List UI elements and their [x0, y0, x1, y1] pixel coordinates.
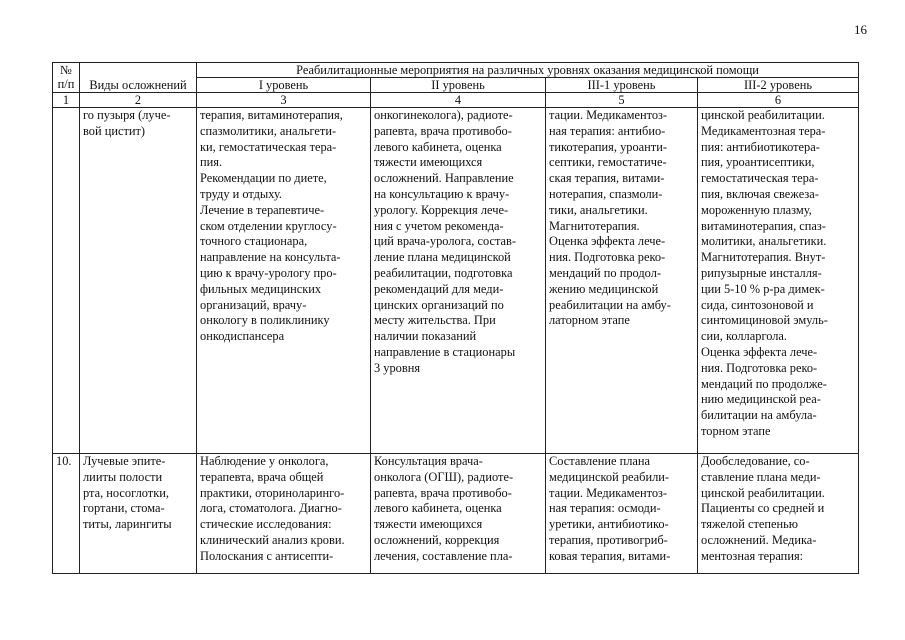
level-3-2-measures: Дообследование, со- ставление плана меди- цинской реабилитации. Пациенты со средней и тяжелой степенью осложнений. Медика- ментозная терапия: — [698, 454, 859, 574]
level-3-2-measures: цинской реабилитации. Медикаментозная тера- пия: антибиотикотера- пия, уроантисептики, гемостатическая тера- пия, включая свежеза- мороженную плазму, витаминотерапия, спаз- молитики, анальгетики. Магнитотерапия. Внут- рипузырные инсталля- ции 5-10 % р-ра димек- сида, синтозоновой и синтомициновой эмуль- сии, колларгола. Оценка эффекта лече- ния. Подготовка реко- мендаций по продолже- нию медицинской реа- билитации на амбула- торном этапе — [698, 108, 859, 454]
header-number — [53, 63, 80, 93]
complication-type: го пузыря (луче- вой цистит) — [80, 108, 197, 454]
column-number: 2 — [80, 93, 197, 108]
header-level-1: I уровень — [197, 78, 371, 93]
header-level-3-1: III-1 уровень — [546, 78, 698, 93]
column-number: 5 — [546, 93, 698, 108]
header-row-1 — [53, 63, 859, 78]
table-row — [53, 108, 859, 454]
column-number: 3 — [197, 93, 371, 108]
level-1-measures: терапия, витаминотерапия, спазмолитики, анальгети- ки, гемостатическая тера- пия. Рекомендации по диете, труду и отдыху. Лечение в терапевтиче- ском отделении круглосу- точного стационара, направление на консульта- цию к врачу-урологу про- фильных медицинских организаций, врачу- онкологу в поликлинику онкодиспансера — [197, 108, 371, 454]
page-number: 16 — [854, 22, 867, 37]
level-2-measures: онкогинеколога), радиоте- рапевта, врача противобо- левого кабинета, оценка тяжести имеющихся осложнений. Направление на консультацию к врачу- урологу. Коррекция лече- ния с учетом рекоменда- ций врача-уролога, состав- ление плана медицинской реабилитации, подготовка рекомендаций для меди- цинских организаций по месту жительства. При наличии показаний направление в стационары 3 уровня — [371, 108, 546, 454]
complication-type: Лучевые эпите- лииты полости рта, носоглотки, гортани, стома- титы, ларингиты — [80, 454, 197, 574]
column-number: 1 — [53, 93, 80, 108]
table-row — [53, 454, 859, 574]
header-column-numbers — [53, 93, 859, 108]
header-group-title: Реабилитационные мероприятия на различных уровнях оказания медицинской помощи — [197, 63, 859, 78]
row-number — [53, 108, 80, 454]
level-3-1-measures: тации. Медикаментоз- ная терапия: антибио- тикотерапия, уроанти- септики, гемостатиче- ская терапия, витами- нотерапия, спазмоли- тики, анальгетики. Магнитотерапия. Оценка эффекта лече- ния. Подготовка реко- мендаций по продол- жению медицинской реабилитации на амбу- латорном этапе — [546, 108, 698, 454]
column-number: 4 — [371, 93, 546, 108]
level-1-measures: Наблюдение у онколога, терапевта, врача общей практики, оториноларинго- лога, стоматолога. Диагно- стические исследования: клинический анализ крови. Полоскания с антисепти- — [197, 454, 371, 574]
header-level-2: II уровень — [371, 78, 546, 93]
rehabilitation-table — [52, 62, 859, 574]
header-number-line1: № — [60, 63, 72, 77]
header-number-line2: п/п — [57, 77, 75, 91]
level-3-1-measures: Составление плана медицинской реабили- тации. Медикаментоз- ная терапия: осмоди- уретики, антибиотико- терапия, противогриб- ковая терапия, витами- — [546, 454, 698, 574]
column-number: 6 — [698, 93, 859, 108]
level-2-measures: Консультация врача- онколога (ОГШ), радиоте- рапевта, врача противобо- левого кабинета, оценка тяжести имеющихся осложнений, коррекция лечения, составление пла- — [371, 454, 546, 574]
header-level-3-2: III-2 уровень — [698, 78, 859, 93]
row-number: 10. — [53, 454, 80, 574]
header-complication-types: Виды осложнений — [80, 63, 197, 93]
